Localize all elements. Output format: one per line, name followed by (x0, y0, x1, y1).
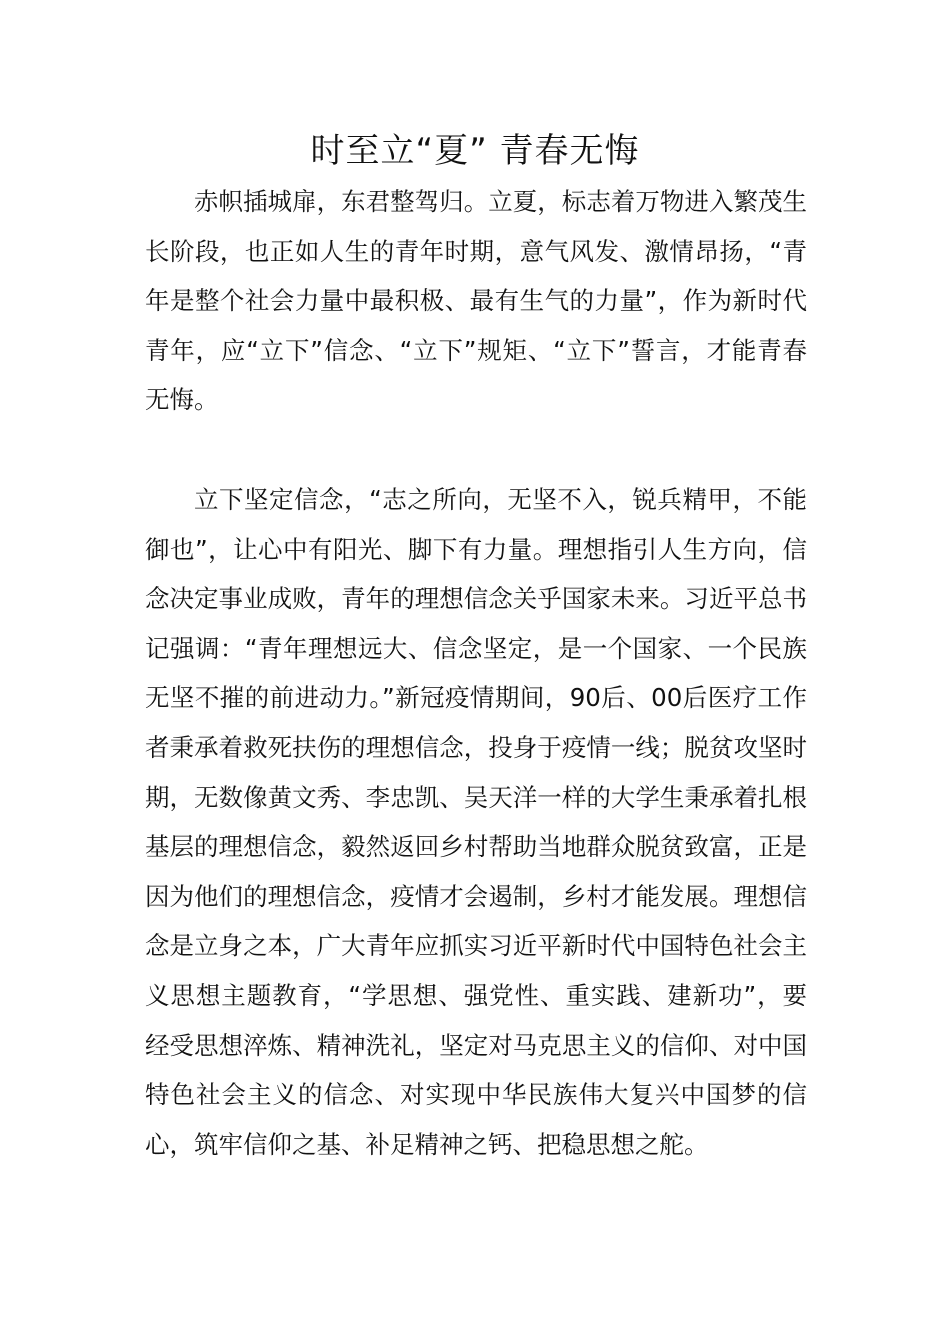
paragraph-intro: 赤帜插城扉，东君整驾归。立夏，标志着万物进入繁茂生长阶段，也正如人生的青年时期，意气风发、激情昂扬，“青年是整个社会力量中最积极、最有生气的力量”，作为新时代青年，应“立下”信念、“立下”规矩、“立下”誓言，才能青春无悔。 (145, 187, 807, 415)
paragraph-belief: 立下坚定信念，“志之所向，无坚不入，锐兵精甲，不能御也”，让心中有阳光、脚下有力量。理想指引人生方向，信念决定事业成败，青年的理想信念关乎国家未来。习近平总书记强调：“青年理想远大、信念坚定，是一个国家、一个民族无坚不摧的前进动力。”新冠疫情期间，90后、00后医疗工作者秉承着救死扶伤的理想信念，投身于疫情一线；脱贫攻坚时期，无数像黄文秀、李忠凯、吴天洋一样的大学生秉承着扎根基层的理想信念，毅然返回乡村帮助当地群众脱贫致富，正是因为他们的理想信念，疫情才会遏制，乡村才能发展。理想信念是立身之本，广大青年应抓实习近平新时代中国特色社会主义思想主题教育，“学思想、强党性、重实践、建新功”，要经受思想淬炼、精神洗礼，坚定对马克思主义的信仰、对中国特色社会主义的信念、对实现中华民族伟大复兴中国梦的信心，筑牢信仰之基、补足精神之钙、把稳思想之舵。 (145, 485, 807, 1159)
document-title: 时至立“夏” 青春无悔 (310, 131, 640, 171)
